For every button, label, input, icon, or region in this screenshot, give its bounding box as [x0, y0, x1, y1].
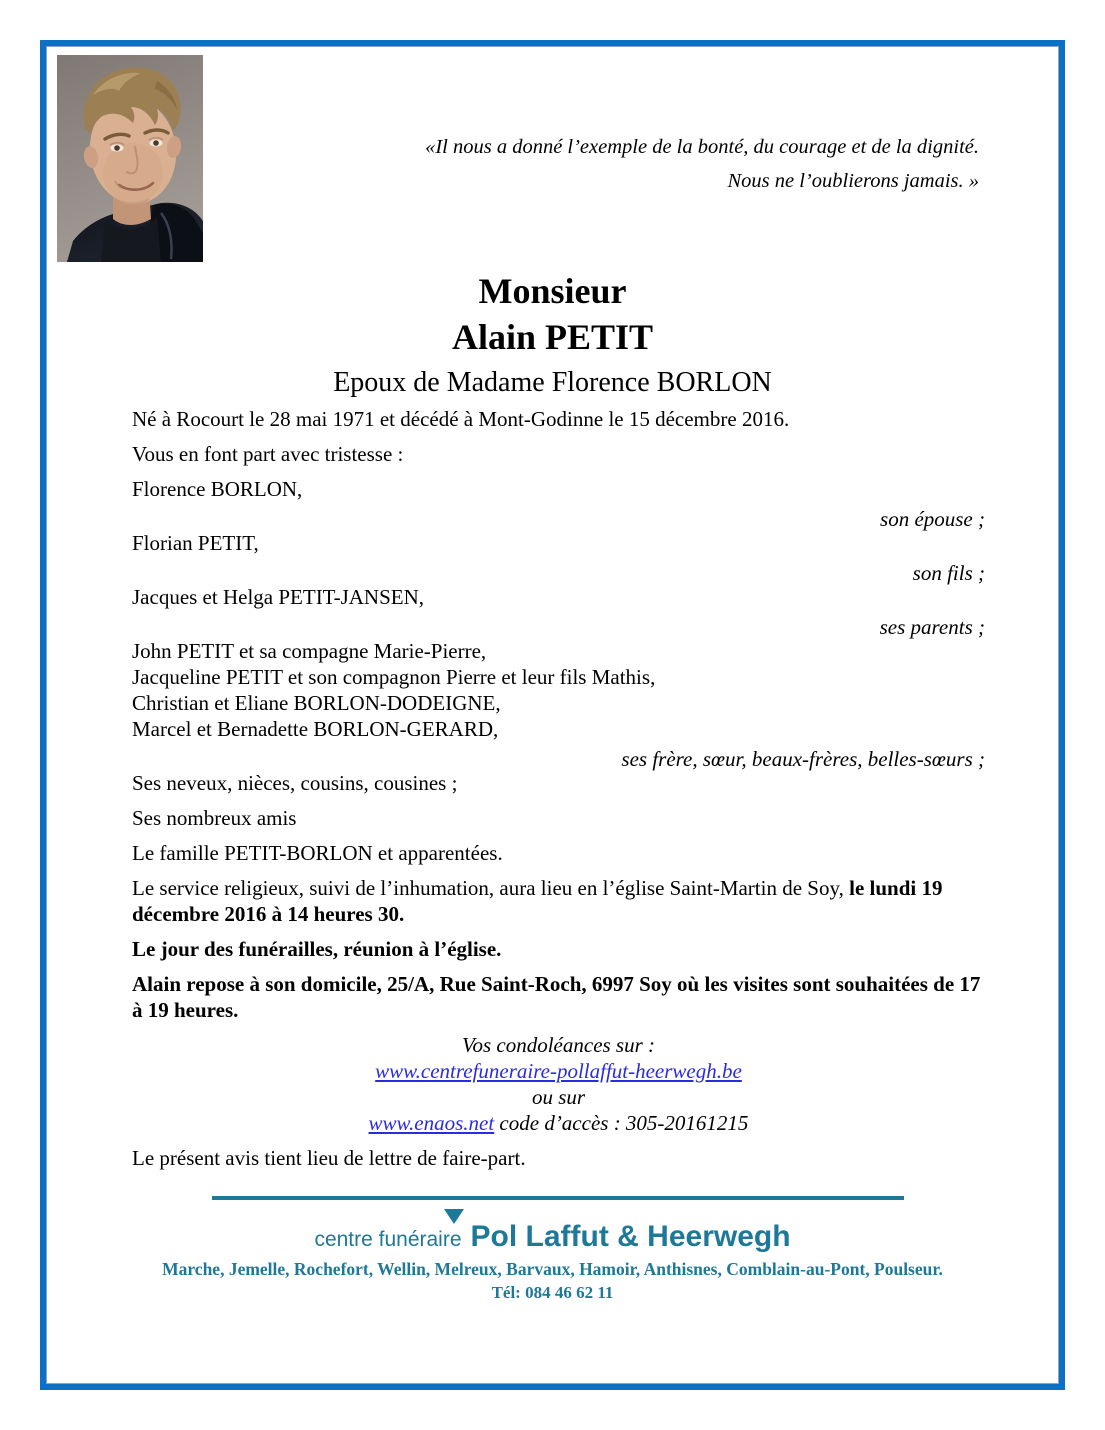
phone-line: Tél: 084 46 62 11	[491, 1283, 614, 1302]
service-datetime: le lundi 19 décembre 2016 à 14 heures 30.	[132, 876, 943, 926]
extended-family-line: Le famille PETIT-BORLON et apparentées.	[132, 841, 503, 865]
friends-line: Ses nombreux amis	[132, 806, 297, 830]
parents-relation: ses parents ;	[879, 615, 985, 639]
quote-line-2: Nous ne l’oublierons jamais. »	[727, 170, 979, 192]
title-salutation: Monsieur	[478, 271, 627, 311]
service-text: Le service religieux, suivi de l’inhumation, aura lieu en l’église Saint-Martin de Soy,	[132, 876, 850, 900]
sibling-line: Jacqueline PETIT et son compagnon Pierre et leur fils Mathis,	[132, 665, 656, 689]
sibling-line: Marcel et Bernadette BORLON-GERARD,	[132, 717, 499, 741]
service-paragraph	[132, 875, 985, 927]
notice-closing-line: Le présent avis tient lieu de lettre de faire-part.	[132, 1146, 526, 1170]
birth-death-line: Né à Rocourt le 28 mai 1971 et décédé à Mont-Godinne le 15 décembre 2016.	[132, 407, 790, 431]
access-code-text: code d’accès : 305-20161215	[494, 1111, 749, 1135]
condolences-label: Vos condoléances sur :	[461, 1033, 656, 1057]
siblings-relation: ses frère, sœur, beaux-frères, belles-sœurs ;	[621, 747, 985, 771]
funeral-home-brand	[314, 1220, 790, 1254]
sibling-line: John PETIT et sa compagne Marie-Pierre,	[132, 639, 487, 663]
funeral-day-line: Le jour des funérailles, réunion à l’église.	[132, 937, 502, 961]
condolences-link2-line	[132, 1110, 985, 1136]
branch-cities-line: Marche, Jemelle, Rochefort, Wellin, Melreux, Barvaux, Hamoir, Anthisnes, Comblain-au-Pont, Poulseur.	[162, 1259, 943, 1279]
brand-large-text: Pol Laffut & Heerwegh	[470, 1220, 791, 1253]
quote-line-1: «Il nous a donné l’exemple de la bonté, du courage et de la dignité.	[425, 136, 979, 158]
repose-paragraph: Alain repose à son domicile, 25/A, Rue Saint-Roch, 6997 Soy où les visites sont souhaitées de 17 à 19 heures.	[132, 972, 981, 1022]
portrait-photo-illustration	[57, 55, 203, 262]
condolences-link1-line	[132, 1058, 985, 1084]
parents-names: Jacques et Helga PETIT-JANSEN,	[132, 585, 425, 609]
or-on-line: ou sur	[531, 1085, 586, 1109]
spouse-relation: son épouse ;	[880, 507, 985, 531]
sibling-line: Christian et Eliane BORLON-DODEIGNE,	[132, 691, 501, 715]
memorial-quote	[279, 130, 979, 198]
spouse-subtitle: Epoux de Madame Florence BORLON	[333, 367, 772, 398]
announcement-line: Vous en font part avec tristesse :	[132, 442, 404, 466]
son-name: Florian PETIT,	[132, 531, 259, 555]
condolences-link-enaos[interactable]: www.enaos.net	[368, 1111, 495, 1135]
footer-divider-rule	[212, 1196, 904, 1200]
notice-body	[132, 406, 985, 1171]
deceased-name: Alain PETIT	[451, 317, 654, 357]
title-block	[0, 268, 1105, 402]
nephews-line: Ses neveux, nièces, cousins, cousines ;	[132, 771, 458, 795]
portrait-photo	[57, 55, 203, 262]
brand-small-text: centre funéraire	[314, 1228, 462, 1251]
condolences-link-centrefuneraire[interactable]: www.centrefuneraire-pollaffut-heerwegh.be	[375, 1059, 742, 1083]
son-relation: son fils ;	[912, 561, 985, 585]
spouse-name: Florence BORLON,	[132, 477, 303, 501]
